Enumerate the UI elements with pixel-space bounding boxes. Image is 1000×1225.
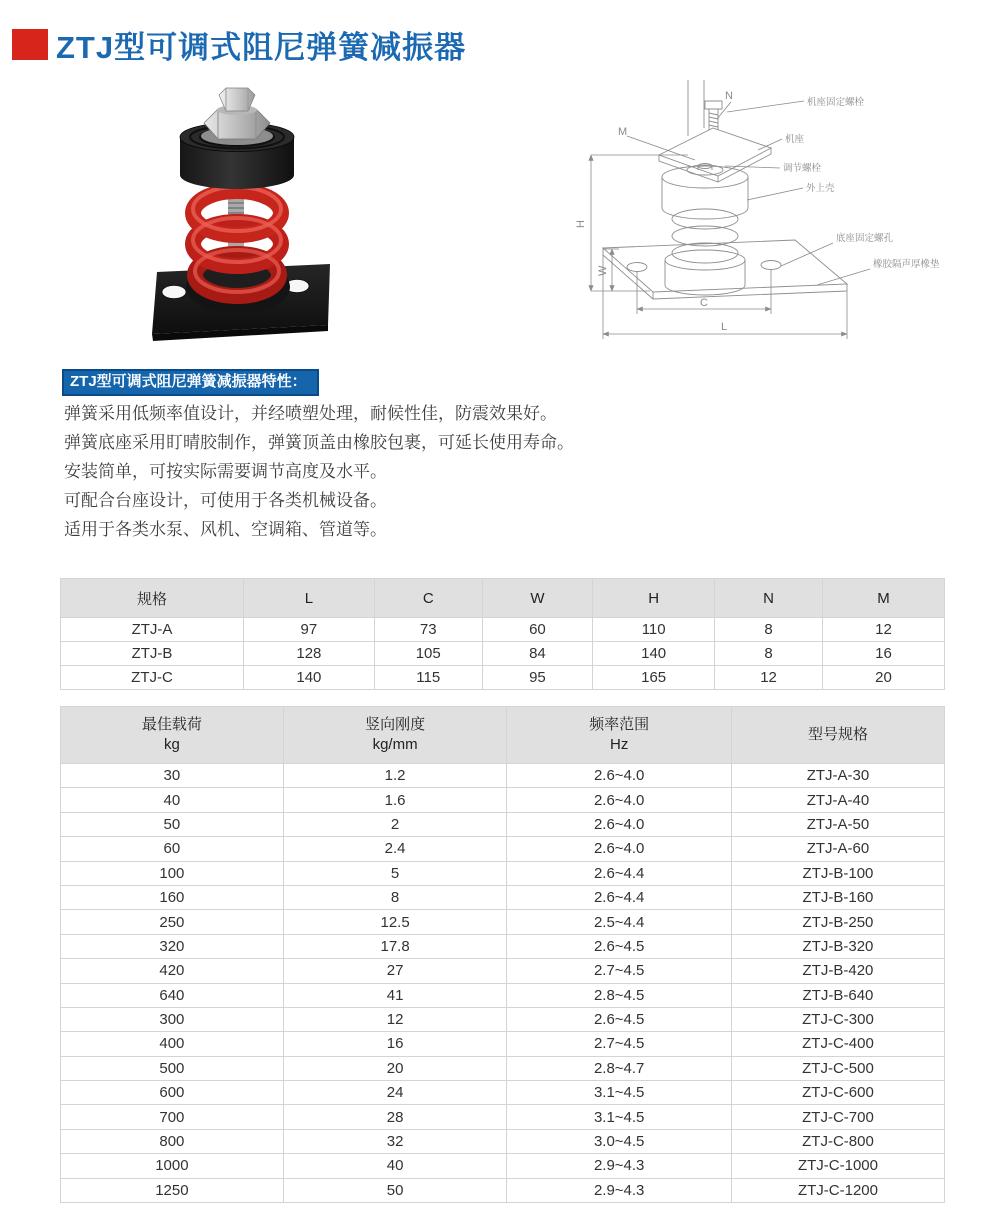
table-cell: ZTJ-A-40 — [731, 788, 944, 812]
dwg-upper-cup — [662, 166, 748, 219]
table-cell: 600 — [61, 1081, 284, 1105]
table-cell: 2.6~4.4 — [507, 885, 732, 909]
feature-item: 弹簧底座采用盯晴胶制作，弹簧顶盖由橡胶包裹，可延长使用寿命。 — [64, 433, 574, 452]
table-cell: 2.6~4.4 — [507, 861, 732, 885]
table-cell: 2.9~4.3 — [507, 1178, 732, 1202]
table-cell: 84 — [482, 642, 593, 666]
table-cell: ZTJ-C-400 — [731, 1032, 944, 1056]
table-cell: ZTJ-A-50 — [731, 812, 944, 836]
column-header — [283, 707, 507, 764]
table-cell: 1.2 — [283, 764, 507, 788]
table-cell: 8 — [283, 885, 507, 909]
table-cell: 28 — [283, 1105, 507, 1129]
table-cell: 128 — [243, 642, 374, 666]
table-row — [61, 910, 945, 934]
table-cell: ZTJ-A-60 — [731, 837, 944, 861]
table-row — [61, 642, 945, 666]
dimension-table-body — [61, 618, 945, 690]
table-cell: 1.6 — [283, 788, 507, 812]
table-row — [61, 666, 945, 690]
label-base-fixing-holes: 底座固定螺孔 — [836, 233, 894, 244]
feature-item: 安装简单，可按实际需要调节高度及水平。 — [64, 462, 387, 481]
dim-label-c: C — [700, 297, 708, 309]
table-row — [61, 1081, 945, 1105]
table-cell: 8 — [715, 618, 823, 642]
dwg-dim-l — [603, 255, 847, 339]
table-cell: 2 — [283, 812, 507, 836]
table-cell: 3.1~4.5 — [507, 1081, 732, 1105]
table-cell: 115 — [374, 666, 482, 690]
table-cell: 640 — [61, 983, 284, 1007]
table-cell: 2.6~4.5 — [507, 1007, 732, 1031]
features-list — [64, 399, 574, 544]
table-cell: 400 — [61, 1032, 284, 1056]
table-cell: ZTJ-C — [61, 666, 244, 690]
table-cell: 40 — [283, 1154, 507, 1178]
table-cell: ZTJ-C-300 — [731, 1007, 944, 1031]
page-title: ZTJ型可调式阻尼弹簧减振器 — [56, 30, 467, 65]
table-cell: 60 — [482, 618, 593, 642]
table-cell: 1250 — [61, 1178, 284, 1202]
table-cell: 32 — [283, 1129, 507, 1153]
table-cell: 2.6~4.5 — [507, 934, 732, 958]
table-cell: 50 — [61, 812, 284, 836]
table-row — [61, 1007, 945, 1031]
table-cell: ZTJ-B-640 — [731, 983, 944, 1007]
table-cell: 8 — [715, 642, 823, 666]
title-accent-square — [12, 29, 48, 60]
table-cell: 16 — [822, 642, 944, 666]
table-row — [61, 1032, 945, 1056]
table-row — [61, 885, 945, 909]
table-row — [61, 1154, 945, 1178]
feature-item: 可配合台座设计，可使用于各类机械设备。 — [64, 491, 387, 510]
table-cell: 2.8~4.7 — [507, 1056, 732, 1080]
dwg-hole-right — [761, 261, 781, 270]
product-photo — [100, 85, 400, 360]
dwg-base-plate — [603, 240, 847, 299]
table-cell: 140 — [593, 642, 715, 666]
table-cell: ZTJ-B-160 — [731, 885, 944, 909]
table-cell: 5 — [283, 861, 507, 885]
column-header — [61, 707, 284, 764]
technical-drawing — [555, 78, 1000, 363]
table-cell: 140 — [243, 666, 374, 690]
dwg-machine-column — [688, 80, 704, 136]
table-row — [61, 1105, 945, 1129]
column-header: M — [822, 579, 944, 618]
table-cell: 24 — [283, 1081, 507, 1105]
table-cell: 16 — [283, 1032, 507, 1056]
table-cell: 41 — [283, 983, 507, 1007]
table-row — [61, 1178, 945, 1202]
table-cell: 2.5~4.4 — [507, 910, 732, 934]
photo-base-hole-left — [162, 286, 186, 299]
table-cell: ZTJ-B-420 — [731, 959, 944, 983]
column-header: C — [374, 579, 482, 618]
table-row — [61, 861, 945, 885]
table-cell: ZTJ-C-1200 — [731, 1178, 944, 1202]
feature-item: 适用于各类水泵、风机、空调箱、管道等。 — [64, 520, 387, 539]
dimension-table-header — [61, 579, 945, 618]
table-cell: 800 — [61, 1129, 284, 1153]
column-header: H — [593, 579, 715, 618]
table-row — [61, 812, 945, 836]
table-row — [61, 959, 945, 983]
dwg-adjust-bolt — [687, 164, 723, 176]
table-cell: 2.6~4.0 — [507, 812, 732, 836]
table-cell: 12.5 — [283, 910, 507, 934]
table-cell: ZTJ-C-700 — [731, 1105, 944, 1129]
label-rubber-pad: 橡胶隔声厚橡垫 — [873, 259, 940, 270]
column-header-line1: 最佳载荷 — [141, 716, 202, 733]
column-header: W — [482, 579, 593, 618]
dim-label-h: H — [575, 220, 587, 228]
column-header-line2: Hz — [610, 736, 629, 753]
table-cell: ZTJ-B — [61, 642, 244, 666]
table-cell: 100 — [61, 861, 284, 885]
table-cell: ZTJ-C-500 — [731, 1056, 944, 1080]
table-row — [61, 1056, 945, 1080]
column-header — [731, 707, 944, 764]
table-cell: 97 — [243, 618, 374, 642]
table-cell: 2.8~4.5 — [507, 983, 732, 1007]
table-cell: 17.8 — [283, 934, 507, 958]
column-header-line1: 竖向刚度 — [365, 716, 426, 733]
table-cell: ZTJ-A-30 — [731, 764, 944, 788]
table-cell: 110 — [593, 618, 715, 642]
load-table-body — [61, 764, 945, 1203]
table-cell: 2.7~4.5 — [507, 1032, 732, 1056]
table-row — [61, 837, 945, 861]
table-row — [61, 934, 945, 958]
table-cell: 40 — [61, 788, 284, 812]
table-cell: 12 — [822, 618, 944, 642]
dwg-part-labels — [725, 96, 940, 285]
table-cell: ZTJ-C-800 — [731, 1129, 944, 1153]
table-cell: 105 — [374, 642, 482, 666]
dwg-dim-n — [717, 90, 733, 119]
table-cell: 250 — [61, 910, 284, 934]
table-row — [61, 764, 945, 788]
table-cell: 2.6~4.0 — [507, 788, 732, 812]
table-cell: 2.9~4.3 — [507, 1154, 732, 1178]
label-outer-shell: 外上壳 — [806, 183, 835, 194]
column-header: L — [243, 579, 374, 618]
column-header-line1: 型号规格 — [807, 726, 868, 743]
table-cell: 95 — [482, 666, 593, 690]
dim-label-n: N — [725, 90, 733, 102]
label-machine-base: 机座 — [785, 134, 805, 145]
dim-label-w: W — [597, 265, 609, 276]
table-cell: 27 — [283, 959, 507, 983]
table-cell: 12 — [283, 1007, 507, 1031]
feature-item: 弹簧采用低频率值设计，并经喷塑处理，耐候性佳，防震效果好。 — [64, 404, 557, 423]
table-cell: 165 — [593, 666, 715, 690]
table-row — [61, 983, 945, 1007]
table-cell: ZTJ-C-600 — [731, 1081, 944, 1105]
table-cell: ZTJ-A — [61, 618, 244, 642]
table-cell: 2.7~4.5 — [507, 959, 732, 983]
table-cell: 60 — [61, 837, 284, 861]
table-cell: ZTJ-B-100 — [731, 861, 944, 885]
table-cell: ZTJ-C-1000 — [731, 1154, 944, 1178]
label-adjust-bolt: 调节螺栓 — [783, 163, 822, 174]
dwg-hole-left — [627, 263, 647, 272]
table-cell: 2.4 — [283, 837, 507, 861]
table-cell: 700 — [61, 1105, 284, 1129]
dim-label-m: M — [618, 126, 628, 138]
load-table-header — [61, 707, 945, 764]
table-cell: 2.6~4.0 — [507, 837, 732, 861]
dwg-lower-cup — [665, 250, 745, 295]
table-cell: 500 — [61, 1056, 284, 1080]
column-header — [507, 707, 732, 764]
photo-top-bolt — [201, 88, 273, 145]
table-row — [61, 618, 945, 642]
label-machine-fixing-bolt: 机座固定螺栓 — [807, 97, 865, 108]
table-cell: 160 — [61, 885, 284, 909]
table-cell: 20 — [822, 666, 944, 690]
table-cell: 1000 — [61, 1154, 284, 1178]
table-cell: 420 — [61, 959, 284, 983]
table-cell: 320 — [61, 934, 284, 958]
dwg-dim-w — [597, 249, 619, 291]
dimension-table — [60, 578, 945, 690]
dim-label-l: L — [721, 321, 728, 333]
table-cell: 300 — [61, 1007, 284, 1031]
title-row — [12, 22, 466, 67]
table-cell: 20 — [283, 1056, 507, 1080]
table-cell: 73 — [374, 618, 482, 642]
table-cell: 30 — [61, 764, 284, 788]
features-heading: ZTJ型可调式阻尼弹簧减振器特性： — [62, 369, 319, 396]
column-header: N — [715, 579, 823, 618]
table-row — [61, 788, 945, 812]
table-row — [61, 1129, 945, 1153]
table-cell: 3.1~4.5 — [507, 1105, 732, 1129]
column-header-line1: 频率范围 — [589, 716, 650, 733]
table-cell: ZTJ-B-320 — [731, 934, 944, 958]
column-header: 规格 — [61, 579, 244, 618]
table-cell: 50 — [283, 1178, 507, 1202]
table-cell: 2.6~4.0 — [507, 764, 732, 788]
table-cell: ZTJ-B-250 — [731, 910, 944, 934]
load-table — [60, 706, 945, 1203]
column-header-line2: kg — [163, 736, 180, 753]
table-cell: 3.0~4.5 — [507, 1129, 732, 1153]
table-cell: 12 — [715, 666, 823, 690]
column-header-line2: kg/mm — [372, 736, 418, 753]
